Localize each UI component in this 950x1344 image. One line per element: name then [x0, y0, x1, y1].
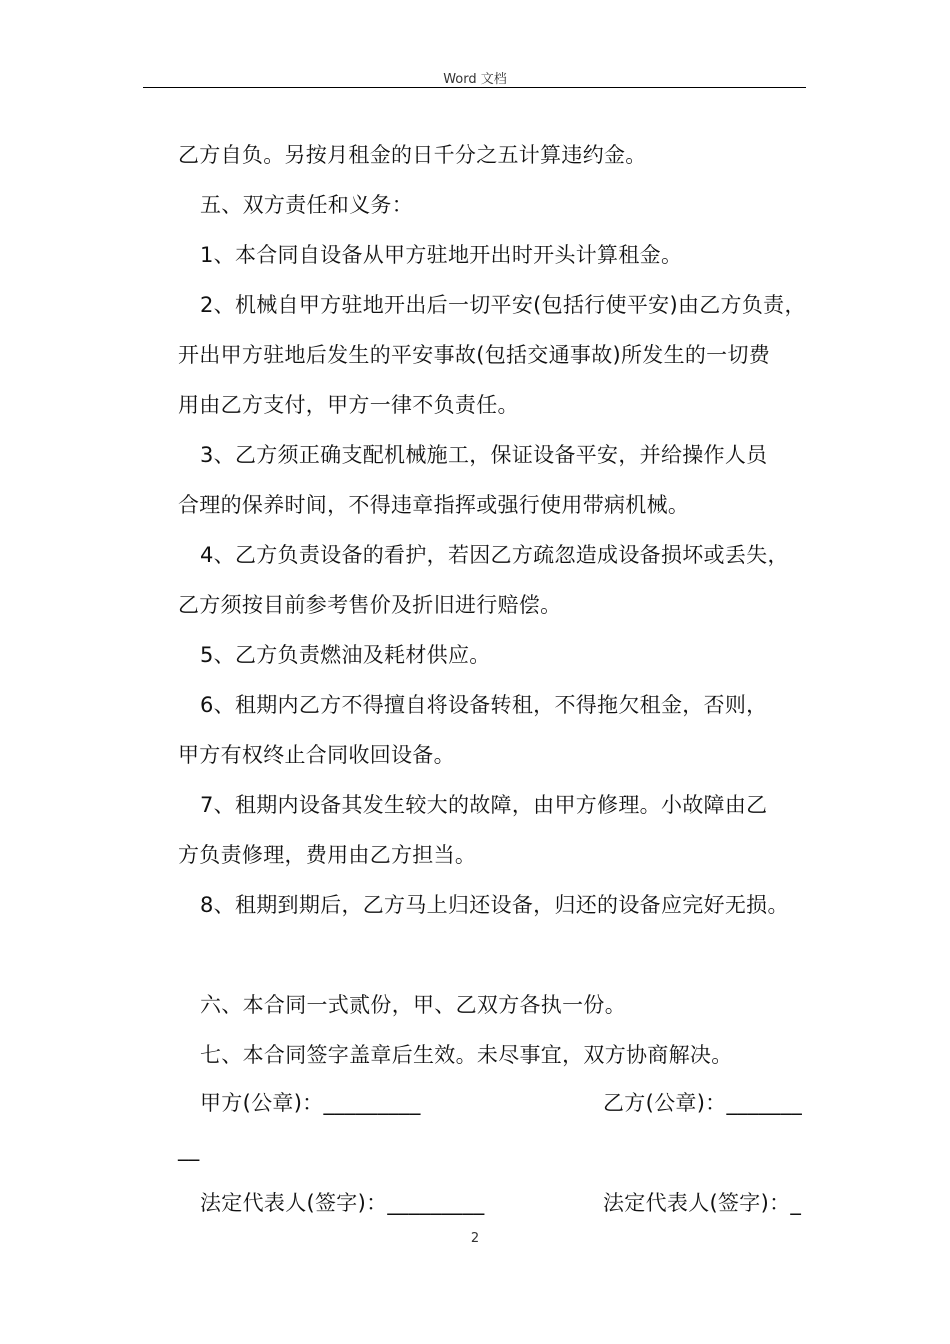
- body-line: 用由乙方支付，甲方一律不负责任。: [178, 393, 519, 417]
- list-item: 5、乙方负责燃油及耗材供应。: [200, 643, 491, 667]
- list-item: 7、租期内设备其发生较大的故障，由甲方修理。小故障由乙: [200, 793, 768, 817]
- page-number: 2: [470, 1231, 480, 1246]
- body-line: 方负责修理，费用由乙方担当。: [178, 843, 477, 867]
- section-heading: 七、本合同签字盖章后生效。未尽事宜，双方协商解决。: [200, 1043, 733, 1067]
- body-line: 乙方自负。另按月租金的日千分之五计算违约金。: [178, 143, 647, 167]
- list-item: 8、租期到期后，乙方马上归还设备，归还的设备应完好无损。: [200, 893, 789, 917]
- section-heading: 五、双方责任和义务：: [200, 193, 413, 217]
- party-b-seal-continuation: __: [178, 1137, 200, 1161]
- body-line: 甲方有权终止合同收回设备。: [178, 743, 455, 767]
- party-b-representative-line: 法定代表人(签字)：_: [603, 1191, 802, 1215]
- page-header: Word 文档: [443, 72, 507, 87]
- list-item: 1、本合同自设备从甲方驻地开出时开头计算租金。: [200, 243, 683, 267]
- party-b-seal-line: 乙方(公章)：_______: [603, 1091, 803, 1115]
- body-line: 乙方须按目前参考售价及折旧进行赔偿。: [178, 593, 562, 617]
- party-a-seal-line: 甲方(公章)：_________: [200, 1091, 421, 1115]
- list-item: 3、乙方须正确支配机械施工，保证设备平安，并给操作人员: [200, 443, 768, 467]
- body-line: 开出甲方驻地后发生的平安事故(包括交通事故)所发生的一切费: [178, 343, 771, 367]
- party-a-representative-line: 法定代表人(签字)：_________: [200, 1191, 485, 1215]
- list-item: 6、租期内乙方不得擅自将设备转租，不得拖欠租金，否则，: [200, 693, 768, 717]
- section-heading: 六、本合同一式贰份，甲、乙双方各执一份。: [200, 993, 626, 1017]
- header-rule: [143, 87, 806, 88]
- list-item: 2、机械自甲方驻地开出后一切平安(包括行使平安)由乙方负责，: [200, 293, 806, 317]
- body-line: 合理的保养时间，不得违章指挥或强行使用带病机械。: [178, 493, 690, 517]
- list-item: 4、乙方负责设备的看护，若因乙方疏忽造成设备损坏或丢失，: [200, 543, 789, 567]
